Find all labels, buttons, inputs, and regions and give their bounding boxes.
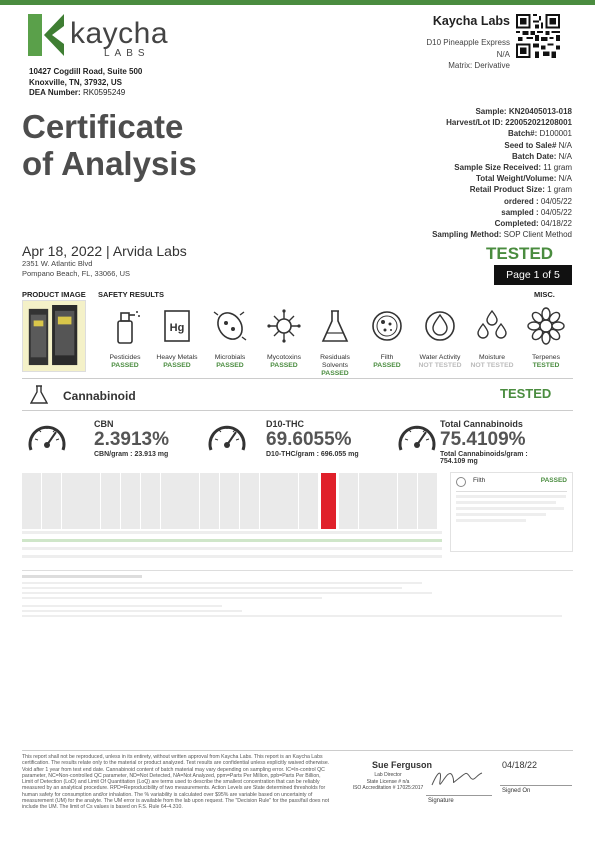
logo-wordmark: kaycha xyxy=(70,17,169,50)
safety-heavy-metals: Hg Heavy Metals PASSED xyxy=(149,307,205,370)
profile-bar xyxy=(299,473,318,529)
flask-icon xyxy=(30,385,48,405)
profile-bar xyxy=(101,473,120,529)
page-title: Certificate of Analysis xyxy=(22,108,197,182)
metric-cbn: CBN 2.3913% CBN/gram : 23.913 mg xyxy=(94,419,170,458)
logo-sub: LABS xyxy=(104,48,150,59)
mycotoxins-icon xyxy=(264,307,304,345)
metric-d10-thc: D10-THC 69.6055% D10-THC/gram : 696.055 mg xyxy=(266,419,359,458)
misc-terpenes: Terpenes TESTED xyxy=(518,307,574,370)
meta-row: Sampling Method: SOP Client Method xyxy=(432,230,572,240)
page-indicator: Page 1 of 5 xyxy=(494,265,572,285)
profile-table-row xyxy=(22,531,442,534)
gauge-icon xyxy=(396,418,438,459)
sample-metadata xyxy=(380,106,572,240)
filth-label: Filth xyxy=(473,477,486,484)
cannabinoid-status: TESTED xyxy=(500,386,552,401)
company-name: Kaycha Labs xyxy=(432,14,510,28)
safety-moisture: Moisture NOT TESTED xyxy=(464,307,520,370)
divider xyxy=(22,378,573,379)
meta-row: Batch#: D100001 xyxy=(507,129,572,139)
qr-code-icon xyxy=(516,14,560,58)
moisture-icon xyxy=(472,307,512,345)
profile-bar xyxy=(81,473,100,529)
safety-microbials: Microbials PASSED xyxy=(202,307,258,370)
signed-on-label: Signed On xyxy=(502,788,531,794)
profile-bar xyxy=(279,473,298,529)
profile-table-row xyxy=(22,539,442,542)
safety-water-activity: Water Activity NOT TESTED xyxy=(412,307,468,370)
divider xyxy=(22,410,573,411)
signature-line xyxy=(426,795,492,796)
lab-address: 10427 Cogdill Road, Suite 500 Knoxville, TN, 37932, US DEA Number: RK0595249 xyxy=(29,67,143,97)
product-image-heading: PRODUCT IMAGE xyxy=(22,290,86,299)
profile-bar xyxy=(22,473,41,529)
profile-table-row xyxy=(22,547,442,550)
profile-bar xyxy=(359,473,378,529)
signer-credentials: Lab Director State License # n/a ISO Accreditation # 17025:2017 xyxy=(352,772,424,791)
cannabinoid-profile-chart xyxy=(22,470,442,565)
profile-bar xyxy=(200,473,219,529)
heavy-metals-icon xyxy=(157,307,197,345)
product-image xyxy=(22,300,86,372)
pesticides-icon xyxy=(105,307,145,345)
safety-pesticides: Pesticides PASSED xyxy=(97,307,153,370)
profile-bar xyxy=(141,473,160,529)
safety-filth: Filth PASSED xyxy=(359,307,415,370)
filth-result-box xyxy=(450,472,573,552)
profile-bar xyxy=(378,473,397,529)
safety-mycotoxins: Mycotoxins PASSED xyxy=(256,307,312,370)
safety-residuals-solvents: Residuals Solvents PASSED xyxy=(307,307,363,378)
profile-table-row xyxy=(22,555,442,558)
safety-results-heading: SAFETY RESULTS xyxy=(98,290,164,299)
overall-status: TESTED xyxy=(486,244,554,263)
meta-row: Completed: 04/18/22 xyxy=(494,219,572,229)
meta-row: Total Weight/Volume: N/A xyxy=(475,174,572,184)
meta-row: Sample: KN20405013-018 xyxy=(475,107,572,116)
svg-text:Hg: Hg xyxy=(169,322,185,334)
kaycha-logo-icon xyxy=(28,14,64,56)
divider xyxy=(22,570,573,571)
signed-date: 04/18/22 xyxy=(502,760,538,770)
microbials-icon xyxy=(210,307,250,345)
profile-bar xyxy=(62,473,81,529)
filth-icon xyxy=(456,477,466,487)
profile-bar xyxy=(42,473,61,529)
meta-row: Seed to Sale# N/A xyxy=(504,140,572,150)
disclaimer: This report shall not be reproduced, unless in its entirety, without written approval from Kaycha Labs. This report is an Kaycha Labs certification. The results relate only to the material or product analyzed. Test results are confidential unless explicitly waived otherwise. Void after 1 year from test end date. Cannabinoid content of batch material may vary depending on sampling error. IC=In-control QC parameter, NC=Non-controlled QC parameter, ND=Not Detected, NA=Not Analyzed, ppm=Parts Per Million, ppb=Parts Per Billion, Limit of Detection (LoD) and Limit Of Quantitation (LoQ) are terms used to describe the smallest concentration that can be reliably measured by an analytical procedure. RPD=Reproducibility of two measurements. Action Levels are State determined thresholds for human safety for consumption and/or inhalation. The % variability is calculated over $95% are variable based on uncertainty of measurement (UM) for the analyte. The UM error is available from the lab upon request. The "Decision Rule" for the pass/fail does not include the UM. The limit of Cs values is based on F.S. Rule 64-4.310. xyxy=(22,754,330,811)
gauge-icon xyxy=(26,418,68,459)
signature-label: Signature xyxy=(428,798,454,804)
terpenes-icon xyxy=(526,307,566,345)
filth-status: PASSED xyxy=(540,477,567,484)
profile-bar xyxy=(418,473,437,529)
meta-row: sampled : 04/05/22 xyxy=(501,207,572,217)
profile-bar xyxy=(180,473,199,529)
product-info: D10 Pineapple Express N/A Matrix: Derivative xyxy=(426,38,510,70)
signed-on-line xyxy=(500,785,572,786)
meta-row: Harvest/Lot ID: 220052021208001 xyxy=(446,118,572,128)
profile-bar xyxy=(260,473,279,529)
cannabinoid-heading: Cannabinoid xyxy=(63,389,136,403)
meta-row: ordered : 04/05/22 xyxy=(503,196,572,206)
misc-heading: MISC. xyxy=(534,290,555,299)
residuals-solvents-icon xyxy=(315,307,355,345)
profile-bar xyxy=(161,473,180,529)
divider xyxy=(22,750,573,751)
profile-bar xyxy=(339,473,358,529)
water-activity-icon xyxy=(420,307,460,345)
gauge-icon xyxy=(206,418,248,459)
meta-row: Sample Size Received: 11 gram xyxy=(454,163,572,173)
signature-image xyxy=(428,765,488,793)
profile-bar xyxy=(240,473,259,529)
meta-row: Retail Product Size: 1 gram xyxy=(469,185,572,195)
profile-test-details xyxy=(22,575,442,617)
metric-total-cannabinoids: Total Cannabinoids 75.4109% Total Cannabinoids/gram : 754.109 mg xyxy=(440,419,528,465)
meta-row: Batch Date: N/A xyxy=(511,151,572,161)
profile-bar xyxy=(321,473,336,529)
profile-bar xyxy=(220,473,239,529)
report-date-lab: Apr 18, 2022 | Arvida Labs xyxy=(22,243,187,259)
testing-lab-address: 2351 W. Atlantic Blvd Pompano Beach, FL, 33066, US xyxy=(22,259,130,278)
profile-bar xyxy=(121,473,140,529)
signer-name: Sue Ferguson xyxy=(372,760,433,770)
top-accent-bar xyxy=(0,0,595,5)
filth-icon xyxy=(367,307,407,345)
profile-bar xyxy=(398,473,417,529)
